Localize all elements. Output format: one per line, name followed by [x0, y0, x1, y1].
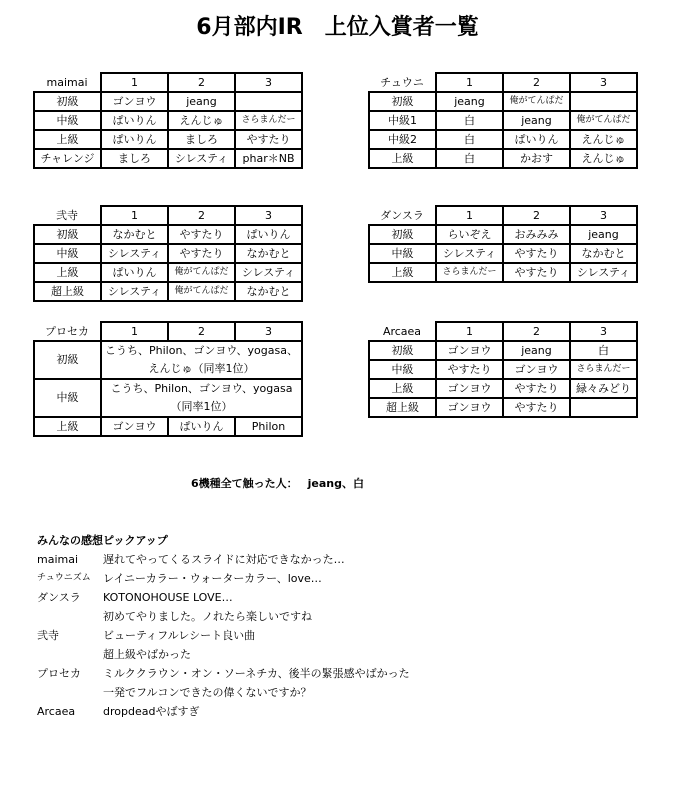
level-label: 中級	[369, 360, 436, 379]
level-label: 中級	[369, 244, 436, 263]
table-row	[369, 130, 637, 149]
rank-cell: 俺がてんぱだ	[570, 111, 637, 130]
ranking-table-maimai	[33, 72, 303, 169]
table-row	[369, 225, 637, 244]
rank-cell: かおす	[503, 149, 570, 168]
rank-header: 1	[101, 206, 168, 225]
rank-cell: ゴンヨウ	[503, 360, 570, 379]
impression-comment: dropdeadやばすぎ	[103, 705, 200, 718]
level-label: 上級	[34, 130, 101, 149]
table-header-row	[34, 73, 302, 92]
rank-cell	[235, 92, 302, 111]
level-label: 上級	[34, 263, 101, 282]
rank-cell: ぱいりん	[235, 225, 302, 244]
rank-cell: シレスティ	[101, 244, 168, 263]
table-row	[369, 341, 637, 360]
rank-cell: jeang	[503, 111, 570, 130]
ranking-table-iidx	[33, 205, 303, 302]
rank-header: 2	[168, 206, 235, 225]
rank-cell: やすたり	[503, 244, 570, 263]
rank-cell: 白	[436, 130, 503, 149]
rank-header: 1	[436, 73, 503, 92]
impression-game: プロセカ	[37, 667, 81, 680]
rank-cell: なかむと	[570, 244, 637, 263]
level-label: 初級	[34, 92, 101, 111]
table-header-row	[34, 322, 302, 341]
all-six-value: jeang、白	[307, 477, 365, 490]
impression-comment: ビューティフルレシート良い曲	[103, 629, 256, 642]
rank-cell: やすたり	[503, 398, 570, 417]
rank-cell: ぱいりん	[101, 111, 168, 130]
rank-cell: さらまんだー	[436, 263, 503, 282]
rank-header: 3	[235, 73, 302, 92]
table-row	[369, 398, 637, 417]
rank-cell: さらまんだー	[570, 360, 637, 379]
rank-header: 3	[235, 322, 302, 341]
rank-header: 1	[101, 73, 168, 92]
rank-header: 3	[570, 73, 637, 92]
rank-header: 3	[235, 206, 302, 225]
rank-header: 2	[168, 73, 235, 92]
rank-cell: 俺がてんぱだ	[168, 282, 235, 301]
level-label: 上級	[369, 149, 436, 168]
impression-game: ダンスラ	[37, 591, 81, 604]
level-label: 超上級	[369, 398, 436, 417]
table-header-row	[369, 322, 637, 341]
level-label: チャレンジ	[34, 149, 101, 168]
rank-cell: 俺がてんぱだ	[503, 92, 570, 111]
rank-cell	[570, 398, 637, 417]
rank-cell: jeang	[168, 92, 235, 111]
rank-cell: シレスティ	[101, 282, 168, 301]
rank-header: 1	[101, 322, 168, 341]
table-row	[34, 149, 302, 168]
table-row	[34, 244, 302, 263]
table-row	[34, 417, 302, 436]
impression-comment: ミルククラウン・オン・ソーネチカ、後半の緊張感やばかった	[103, 667, 410, 680]
level-label: 初級	[369, 341, 436, 360]
rank-cell: シレスティ	[235, 263, 302, 282]
rank-cell: Philon	[235, 417, 302, 436]
rank-cell: ぱいりん	[101, 263, 168, 282]
rank-cell: 俺がてんぱだ	[168, 263, 235, 282]
level-label: 初級	[369, 92, 436, 111]
rank-cell: さらまんだー	[235, 111, 302, 130]
rank-cell: 緑々みどり	[570, 379, 637, 398]
rank-cell: ゴンヨウ	[101, 92, 168, 111]
rank-cell: やすたり	[503, 379, 570, 398]
impression-game: 弐寺	[37, 629, 59, 642]
level-label: 中級1	[369, 111, 436, 130]
rank-cell: シレスティ	[436, 244, 503, 263]
table-row	[34, 130, 302, 149]
rank-cell	[570, 92, 637, 111]
rank-cell: えんじゅ	[570, 130, 637, 149]
level-label: 初級	[34, 341, 101, 379]
rank-cell: やすたり	[436, 360, 503, 379]
impression-comment: 超上級やばかった	[103, 648, 191, 661]
table-row	[34, 341, 302, 379]
rank-cell: やすたり	[503, 263, 570, 282]
page-title: 6月部内IR 上位入賞者一覧	[196, 15, 479, 40]
level-label: 上級	[369, 379, 436, 398]
level-label: 超上級	[34, 282, 101, 301]
rank-cell: ゴンヨウ	[436, 341, 503, 360]
rank-cell: ゴンヨウ	[101, 417, 168, 436]
impression-comment: KOTONOHOUSE LOVE…	[103, 591, 233, 604]
ranking-table-prosek	[33, 321, 303, 437]
rank-cell: やすたり	[168, 225, 235, 244]
impression-game: チュウニズム	[37, 573, 91, 583]
rank-header: 3	[570, 322, 637, 341]
rank-cell: ましろ	[168, 130, 235, 149]
rank-cell: ましろ	[101, 149, 168, 168]
table-row	[34, 92, 302, 111]
table-row	[369, 379, 637, 398]
rank-cell: えんじゅ	[570, 149, 637, 168]
level-label: 上級	[34, 417, 101, 436]
ranking-table-chunithm	[368, 72, 638, 169]
table-row	[369, 263, 637, 282]
impression-comment: 一発でフルコンできたの偉くないですか？	[103, 686, 312, 699]
rank-cell: やすたり	[168, 244, 235, 263]
rank-header: 1	[436, 206, 503, 225]
rank-header: 1	[436, 322, 503, 341]
game-name: maimai	[34, 73, 101, 92]
rank-header: 2	[503, 73, 570, 92]
game-name: プロセカ	[34, 322, 101, 341]
rank-cell: シレスティ	[168, 149, 235, 168]
ranking-table-arcaea	[368, 321, 638, 418]
table-row	[369, 111, 637, 130]
rank-cell: 白	[436, 111, 503, 130]
rank-cell: jeang	[436, 92, 503, 111]
table-row	[369, 149, 637, 168]
merged-rank-cell: こうち、Philon、ゴンヨウ、yogasa、えんじゅ（同率1位）	[101, 341, 302, 379]
table-row	[34, 111, 302, 130]
game-name: ダンスラ	[369, 206, 436, 225]
rank-cell: シレスティ	[570, 263, 637, 282]
impressions-title: みんなの感想ピックアップ	[37, 534, 168, 547]
table-row	[34, 379, 302, 417]
rank-cell: やすたり	[235, 130, 302, 149]
rank-cell: えんじゅ	[168, 111, 235, 130]
level-label: 初級	[34, 225, 101, 244]
all-six-label: 6機種全て触った人：	[191, 477, 298, 490]
rank-cell: ゴンヨウ	[436, 398, 503, 417]
rank-cell: ぱいりん	[101, 130, 168, 149]
rank-cell: なかむと	[101, 225, 168, 244]
impression-game: maimai	[37, 553, 79, 566]
level-label: 中級2	[369, 130, 436, 149]
game-name: 弐寺	[34, 206, 101, 225]
impression-comment: 初めてやりました。ノれたら楽しいですね	[103, 610, 312, 623]
table-row	[369, 244, 637, 263]
impression-game: Arcaea	[37, 705, 76, 718]
level-label: 上級	[369, 263, 436, 282]
rank-cell: jeang	[570, 225, 637, 244]
table-header-row	[369, 73, 637, 92]
rank-cell: ぱいりん	[168, 417, 235, 436]
rank-cell: らいぞえ	[436, 225, 503, 244]
rank-cell: おみみみ	[503, 225, 570, 244]
game-name: チュウニ	[369, 73, 436, 92]
level-label: 中級	[34, 244, 101, 263]
impression-comment: レイニーカラー・ウォーターカラー、love…	[103, 572, 322, 585]
rank-cell: なかむと	[235, 282, 302, 301]
table-row	[34, 263, 302, 282]
ranking-table-dancerush	[368, 205, 638, 283]
all-six-games-line	[191, 475, 364, 491]
table-row	[34, 225, 302, 244]
rank-header: 2	[168, 322, 235, 341]
table-row	[369, 360, 637, 379]
rank-cell: phar＊NB	[235, 149, 302, 168]
table-header-row	[369, 206, 637, 225]
table-row	[34, 282, 302, 301]
level-label: 中級	[34, 111, 101, 130]
merged-rank-cell: こうち、Philon、ゴンヨウ、yogasa（同率1位）	[101, 379, 302, 417]
impression-comment: 遅れてやってくるスライドに対応できなかった…	[103, 553, 345, 566]
game-name: Arcaea	[369, 322, 436, 341]
rank-header: 2	[503, 322, 570, 341]
rank-header: 2	[503, 206, 570, 225]
table-row	[369, 92, 637, 111]
level-label: 中級	[34, 379, 101, 417]
rank-header: 3	[570, 206, 637, 225]
level-label: 初級	[369, 225, 436, 244]
rank-cell: なかむと	[235, 244, 302, 263]
rank-cell: 白	[436, 149, 503, 168]
rank-cell: ゴンヨウ	[436, 379, 503, 398]
table-header-row	[34, 206, 302, 225]
rank-cell: jeang	[503, 341, 570, 360]
rank-cell: ぱいりん	[503, 130, 570, 149]
rank-cell: 白	[570, 341, 637, 360]
